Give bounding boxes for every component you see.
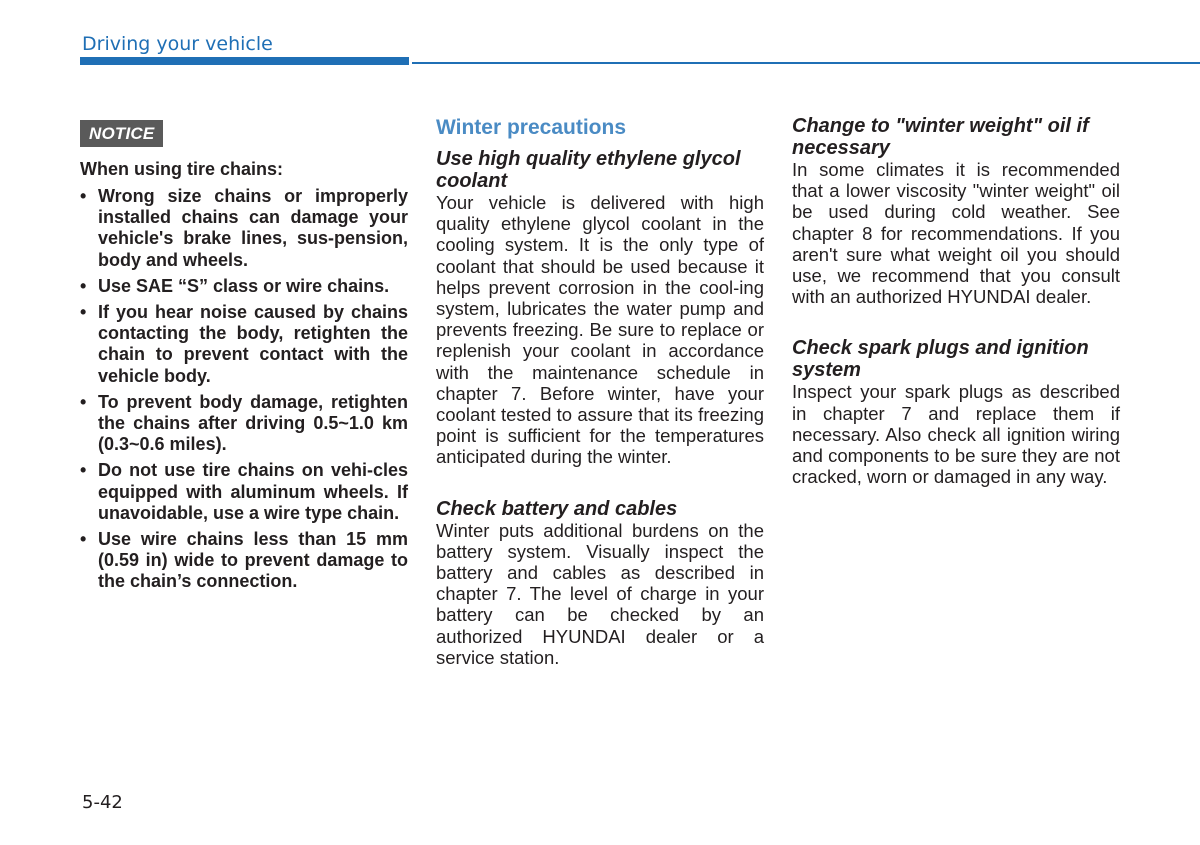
list-item: • Do not use tire chains on vehi-cles equipped with aluminum wheels. If unavoidable, use a wire type chain. [80,460,408,524]
header-rule-thick [80,57,409,65]
notice-lead: When using tire chains: [80,159,284,179]
spark-plugs-paragraph: Inspect your spark plugs as described in chapter 7 and replace them if necessary. Also check all ignition wiring and components to be sure they are not cracked, worn or damaged in any way. [792,381,1120,488]
coolant-heading: Use high quality ethylene glycol coolant [436,148,741,192]
page-number: 5-42 [82,792,123,813]
battery-paragraph: Winter puts additional burdens on the battery system. Visually inspect the battery and cables as described in chapter 7. The level of charge in your battery can be checked by an authorized HYUNDAI dealer or a service station. [436,519,764,668]
oil-paragraph: In some climates it is recommended that a lower viscosity "winter weight" oil be used during cold weather. See chapter 8 for recommendations. If you aren't sure what weight oil you should use, we recommend that you consult with an authorized HYUNDAI dealer. [792,159,1120,308]
section-title: Winter precautions [436,116,627,139]
battery-heading: Check battery and cables [436,497,678,520]
tire-chain-list [80,186,408,593]
list-item: • Wrong size chains or improperly installed chains can damage your vehicle's brake lines, sus-pension, body and wheels. [80,186,408,271]
header-rule-thin [412,62,1200,64]
list-item: • If you hear noise caused by chains contacting the body, retighten the chain to prevent contact with the vehicle body. [80,302,408,387]
oil-and-plugs-column [792,115,1120,487]
list-item: • To prevent body damage, retighten the chains after driving 0.5~1.0 km (0.3~0.6 miles). [80,392,408,456]
oil-heading: Change to "winter weight" oil if necessary [792,115,1089,159]
spark-plugs-heading: Check spark plugs and ignition system [792,337,1089,382]
winter-precautions-column [436,115,764,668]
page-section-title: Driving your vehicle [82,33,273,55]
list-item: • Use SAE “S” class or wire chains. [80,276,408,297]
coolant-paragraph: Your vehicle is delivered with high quality ethylene glycol coolant in the cooling system. It is the only type of coolant that should be used because it helps prevent corrosion in the cool-ing system, lubricates the water pump and prevents freezing. Be sure to replace or replenish your coolant in accordance with the maintenance schedule in chapter 7. Before winter, have your coolant tested to assure that its freezing point is sufficient for the temperatures anticipated during the winter. [436,192,764,468]
list-item: • Use wire chains less than 15 mm (0.59 in) wide to prevent damage to the chain’s connection. [80,529,408,593]
notice-label: NOTICE [80,120,163,147]
notice-column [80,115,408,598]
